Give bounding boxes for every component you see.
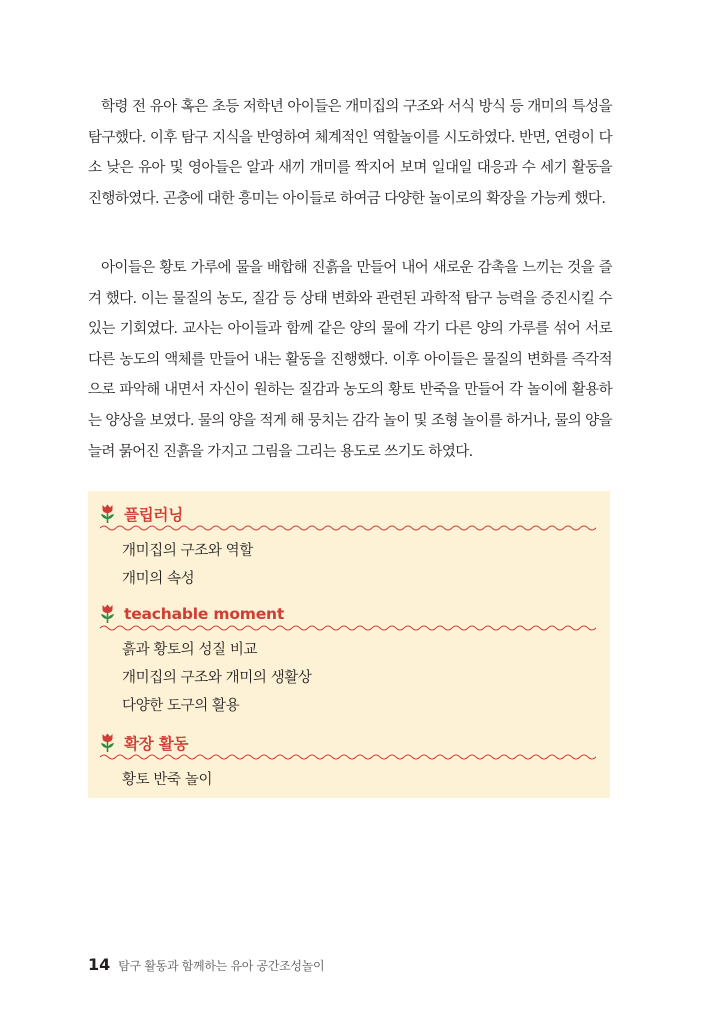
wavy-divider [100, 524, 596, 532]
running-title: 탐구 활동과 함께하는 유아 공간조성놀이 [118, 959, 325, 973]
list-item: 개미집의 구조와 개미의 생활상 [122, 670, 312, 686]
section-header-flipped-learning [100, 503, 183, 525]
wavy-divider [100, 753, 596, 761]
wavy-divider [100, 624, 596, 632]
list-item: 개미집의 구조와 역할 [122, 543, 253, 559]
section-header-extension-activity [100, 732, 188, 754]
activity-info-box [88, 491, 610, 798]
page-number: 14 [88, 955, 111, 974]
tulip-icon [100, 604, 115, 624]
section-header-teachable-moment [100, 603, 284, 625]
list-item: 흙과 황토의 성질 비교 [122, 642, 258, 658]
section-title: 확장 활동 [124, 735, 189, 753]
body-paragraph-2 [88, 253, 612, 467]
list-item: 개미의 속성 [122, 571, 195, 587]
section-title: 플립러닝 [124, 506, 184, 524]
list-item: 황토 반죽 놀이 [122, 772, 213, 788]
section-title: teachable moment [124, 605, 285, 623]
tulip-icon [100, 733, 115, 753]
page-footer [88, 955, 324, 974]
tulip-icon [100, 504, 115, 524]
list-item: 다양한 도구의 활용 [122, 698, 240, 714]
body-paragraph-1 [88, 92, 612, 214]
paragraph-1-text: 학령 전 유아 혹은 초등 저학년 아이들은 개미집의 구조와 서식 방식 등 개미의 특성을 탐구했다. 이후 탐구 지식을 반영하여 체계적인 역할놀이를 시도하였다. 반면, 연령이 다소 낮은 유아 및 영아들은 알과 새끼 개미를 짝지어 보며 일대일 대응과 수 세기 활동을 진행하였다. 곤충에 대한 흥미는 아이들로 하여금 다양한 놀이로의 확장을 가능케 했다. [88, 99, 612, 207]
paragraph-2-text: 아이들은 황토 가루에 물을 배합해 진흙을 만들어 내어 새로운 감촉을 느끼는 것을 즐겨 했다. 이는 물질의 농도, 질감 등 상태 변화와 관련된 과학적 탐구 능력을 증진시킬 수 있는 기회였다. 교사는 아이들과 함께 같은 양의 물에 각기 다른 양의 가루를 섞어 서로 다른 농도의 액체를 만들어 내는 활동을 진행했다. 이후 아이들은 물질의 변화를 즉각적으로 파악해 내면서 자신이 원하는 질감과 농도의 황토 반죽을 만들어 각 놀이에 활용하는 양상을 보였다. 물의 양을 적게 해 뭉치는 감각 놀이 및 조형 놀이를 하거나, 물의 양을 늘려 묽어진 진흙을 가지고 그림을 그리는 용도로 쓰기도 하였다. [88, 260, 612, 460]
